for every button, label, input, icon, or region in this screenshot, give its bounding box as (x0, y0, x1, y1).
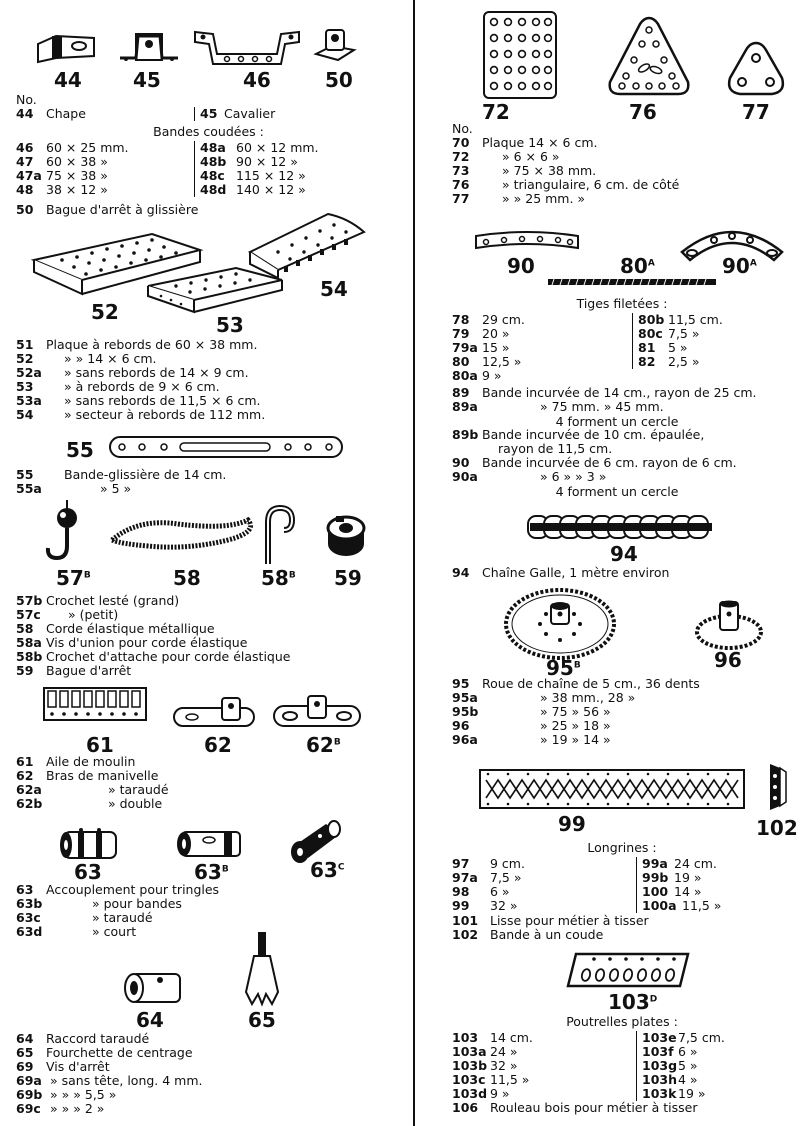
row-48b: 48b 90 × 12 » (200, 154, 298, 169)
fig-num-63b: $63^B$ (194, 860, 229, 884)
row-89b-cont: rayon de 11,5 cm. (498, 441, 613, 456)
part-59-bague-arret-illustration (322, 514, 368, 558)
row-69c: 69c » » » 2 » (16, 1101, 105, 1116)
fig-num-53: 53 (216, 313, 244, 337)
row-52a: 52a » sans rebords de 14 × 9 cm. (16, 365, 249, 380)
row-45: 45 Cavalier (200, 106, 276, 121)
row-89-note: 4 forment un cercle (555, 414, 679, 429)
row-62a: 62a » taraudé (16, 782, 169, 797)
row-103f: 103f 6 » (642, 1044, 698, 1059)
row-53: 53 » à rebords de 9 × 6 cm. (16, 379, 220, 394)
longrines-heading: Longrines : (587, 840, 657, 855)
part-103d-poutrelle-illustration (564, 950, 692, 990)
fig-num-72: 72 (482, 100, 510, 124)
left-column (16, 0, 406, 1126)
fig-num-90a: $90^A$ (722, 254, 757, 278)
row-51: 51 Plaque à rebords de 60 × 38 mm. (16, 337, 258, 352)
poutrelles-heading: Poutrelles plates : (566, 1014, 678, 1029)
row-47: 47 60 × 38 » (16, 154, 108, 169)
fig-num-95b: $95^B$ (546, 656, 581, 680)
fig-num-59: 59 (334, 566, 362, 590)
fig-num-103d: $103^D$ (608, 990, 658, 1014)
row-69b: 69b » » » 5,5 » (16, 1087, 117, 1102)
row-48a: 48a 60 × 12 mm. (200, 140, 319, 155)
row-103g: 103g5 » (642, 1058, 698, 1073)
tiges-heading: Tiges filetées : (576, 296, 668, 311)
row-70: 70 Plaque 14 × 6 cm. (452, 135, 598, 150)
row-94: 94 Chaîne Galle, 1 mètre environ (452, 565, 670, 580)
fig-num-62b: $62^B$ (306, 733, 341, 757)
row-99a: 99a 24 cm. (642, 856, 717, 871)
row-103d: 103d 9 » (452, 1086, 510, 1101)
fig-num-58: 58 (173, 566, 201, 590)
part-90-bande-incurvee-illustration (472, 228, 582, 254)
row-55: 55 Bande-glissière de 14 cm. (16, 467, 227, 482)
row-63c: 63c » taraudé (16, 910, 153, 925)
row-57b: 57b Crochet lesté (grand) (16, 593, 180, 608)
part-58b-crochet-illustration (260, 504, 296, 566)
row-95b: 95b » 75 » 56 » (452, 704, 611, 719)
row-65: 65 Fourchette de centrage (16, 1045, 193, 1060)
row-102: 102 Bande à un coude (452, 927, 604, 942)
row-62: 62 Bras de manivelle (16, 768, 159, 783)
fig-num-77: 77 (742, 100, 770, 124)
row-99: 99 32 » (452, 898, 518, 913)
row-57c: 57c » (petit) (16, 607, 119, 622)
row-79a: 79a 15 » (452, 340, 510, 355)
part-50-bague-illustration (312, 24, 358, 64)
fig-num-76: 76 (629, 100, 657, 124)
part-62-bras-manivelle-illustration (172, 696, 256, 728)
row-103: 103 14 cm. (452, 1030, 533, 1045)
row-53a: 53a » sans rebords de 11,5 × 6 cm. (16, 393, 261, 408)
row-80a: 80a 9 » (452, 368, 502, 383)
part-99-longrine-illustration (478, 768, 746, 810)
part-63c-accouplement-taraude-illustration (286, 816, 346, 862)
fig-num-58b: $58^B$ (261, 566, 296, 590)
row-58b: 58b Crochet d'attache pour corde élastique (16, 649, 291, 664)
row-47a: 47a 75 × 38 » (16, 168, 108, 183)
fig-num-102: 102 (756, 816, 798, 840)
fig-num-65: 65 (248, 1008, 276, 1032)
fig-num-54: 54 (320, 277, 348, 301)
row-80c: 80c 7,5 » (638, 326, 700, 341)
row-103e: 103e7,5 cm. (642, 1030, 725, 1045)
part-46-bande-coudee-illustration (191, 26, 303, 66)
row-64: 64 Raccord taraudé (16, 1031, 150, 1046)
part-55-bande-glissiere-illustration (108, 434, 344, 460)
row-54: 54 » secteur à rebords de 112 mm. (16, 407, 266, 422)
row-103b: 103b 32 » (452, 1058, 518, 1073)
fig-num-94: 94 (610, 542, 638, 566)
row-69a: 69a » sans tête, long. 4 mm. (16, 1073, 203, 1088)
part-95b-roue-chaine-illustration (504, 584, 616, 660)
part-77-triangulaire-illustration (726, 40, 786, 98)
row-90a: 90a » 6 » » 3 » (452, 469, 607, 484)
row-103a: 103a 24 » (452, 1044, 518, 1059)
row-89b: 89b Bande incurvée de 10 cm. épaulée, (452, 427, 705, 442)
row-59: 59 Bague d'arrêt (16, 663, 132, 678)
part-61-aile-moulin-illustration (42, 686, 148, 722)
part-54-secteur-illustration (248, 212, 368, 278)
fig-num-46: 46 (243, 68, 271, 92)
fig-num-80a: $80^A$ (620, 254, 655, 278)
no-label: No. (16, 92, 37, 107)
fig-num-50: 50 (325, 68, 353, 92)
row-77: 77 » » 25 mm. » (452, 191, 586, 206)
part-63b-accouplement-bandes-illustration (174, 826, 246, 860)
fig-num-63: 63 (74, 860, 102, 884)
row-96: 96 » 25 » 18 » (452, 718, 611, 733)
fig-num-64: 64 (136, 1008, 164, 1032)
row-69: 69 Vis d'arrêt (16, 1059, 110, 1074)
row-73: 73 » 75 × 38 mm. (452, 163, 597, 178)
part-44-chape-illustration (34, 28, 104, 64)
row-79: 79 20 » (452, 326, 510, 341)
fig-num-57b: $57^B$ (56, 566, 91, 590)
part-63-accouplement-illustration (58, 826, 122, 862)
row-48d: 48d 140 × 12 » (200, 182, 306, 197)
fig-num-90: 90 (507, 254, 535, 278)
row-72: 72 » 6 × 6 » (452, 149, 560, 164)
part-58-corde-elastique-illustration (108, 514, 258, 554)
row-63b: 63b » pour bandes (16, 896, 182, 911)
row-101: 101 Lisse pour métier à tisser (452, 913, 649, 928)
part-45-cavalier-illustration (116, 28, 184, 64)
row-48c: 48c 115 × 12 » (200, 168, 306, 183)
fig-num-99: 99 (558, 812, 586, 836)
column-divider (413, 0, 415, 1126)
fig-num-63c: $63^C$ (310, 858, 345, 882)
row-89: 89 Bande incurvée de 14 cm., rayon de 25 cm. (452, 385, 757, 400)
part-72-plaque-illustration (482, 10, 558, 100)
row-90-note: 4 forment un cercle (555, 484, 679, 499)
row-78: 78 29 cm. (452, 312, 525, 327)
fig-num-55: 55 (66, 438, 94, 462)
row-96a: 96a » 19 » 14 » (452, 732, 611, 747)
row-100: 100 14 » (642, 884, 702, 899)
row-62b: 62b » double (16, 796, 163, 811)
row-61: 61 Aile de moulin (16, 754, 136, 769)
row-95a: 95a » 38 mm., 28 » (452, 690, 636, 705)
right-no-label: No. (452, 121, 473, 136)
part-64-raccord-illustration (120, 968, 184, 1008)
row-55a: 55a » 5 » (16, 481, 132, 496)
row-76: 76 » triangulaire, 6 cm. de côté (452, 177, 680, 192)
row-52: 52 » » 14 × 6 cm. (16, 351, 157, 366)
fig-num-96: 96 (714, 648, 742, 672)
row-63: 63 Accouplement pour tringles (16, 882, 220, 897)
part-80a-tige-filetee-illustration (548, 278, 716, 286)
row-81: 81 5 » (638, 340, 688, 355)
part-76-triangulaire-illustration (606, 14, 692, 98)
row-103h: 103h4 » (642, 1072, 698, 1087)
row-80: 80 12,5 » (452, 354, 522, 369)
row-98: 98 6 » (452, 884, 510, 899)
row-100a: 100a 11,5 » (642, 898, 722, 913)
row-103k: 103k 19 » (642, 1086, 706, 1101)
row-82: 82 2,5 » (638, 354, 700, 369)
row-48: 48 38 × 12 » (16, 182, 108, 197)
bandes-heading: Bandes coudées : (153, 124, 264, 139)
part-96-roue-chaine-illustration (694, 600, 764, 650)
row-50: 50 Bague d'arrêt à glissière (16, 202, 199, 217)
part-57b-crochet-leste-illustration (42, 500, 92, 566)
row-44: 44 Chape (16, 106, 86, 121)
right-column (452, 0, 797, 1126)
part-62b-bras-manivelle-double-illustration (272, 694, 362, 728)
row-95: 95 Roue de chaîne de 5 cm., 36 dents (452, 676, 700, 691)
row-106: 106 Rouleau bois pour métier à tisser (452, 1100, 698, 1115)
row-63d: 63d » court (16, 924, 137, 939)
row-90: 90 Bande incurvée de 6 cm. rayon de 6 cm. (452, 455, 737, 470)
part-65-fourchette-illustration (242, 930, 282, 1010)
row-58a: 58a Vis d'union pour corde élastique (16, 635, 248, 650)
row-80b: 80b 11,5 cm. (638, 312, 723, 327)
fig-num-45: 45 (133, 68, 161, 92)
row-97: 97 9 cm. (452, 856, 525, 871)
row-58: 58 Corde élastique métallique (16, 621, 215, 636)
fig-num-62: 62 (204, 733, 232, 757)
fig-num-44: 44 (54, 68, 82, 92)
row-99b: 99b 19 » (642, 870, 702, 885)
row-103c: 103c 11,5 » (452, 1072, 530, 1087)
part-94-chaine-illustration (526, 512, 718, 542)
part-102-bande-coude-illustration (766, 762, 788, 812)
row-46: 46 60 × 25 mm. (16, 140, 129, 155)
row-97a: 97a 7,5 » (452, 870, 522, 885)
fig-num-61: 61 (86, 733, 114, 757)
row-89a: 89a » 75 mm. » 45 mm. (452, 399, 664, 414)
fig-num-52: 52 (91, 300, 119, 324)
